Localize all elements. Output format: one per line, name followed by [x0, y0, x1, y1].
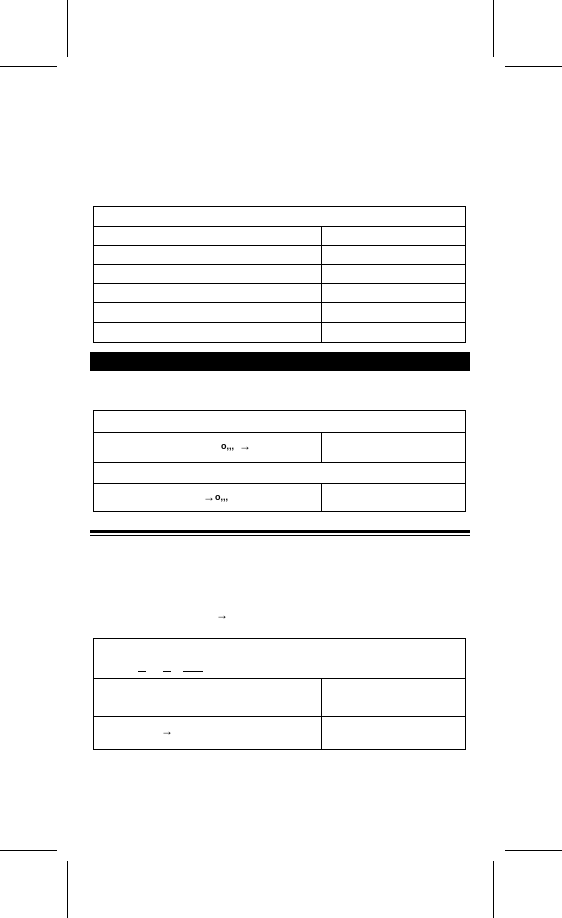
table-1-row: [94, 283, 465, 284]
fraction-bar: [183, 671, 203, 672]
table-3-row: [94, 716, 465, 717]
table-1-row: [94, 302, 465, 303]
crop-mark-bottom-left-vertical: [67, 861, 68, 918]
fraction-bar: [163, 671, 171, 672]
table-1-row: [94, 245, 465, 246]
crop-mark-top-right-horizontal: [505, 66, 562, 67]
section-header-bar: [90, 352, 470, 371]
arrow-icon: →: [239, 439, 251, 453]
crop-mark-top-left-horizontal: [0, 66, 57, 67]
table-1-row: [94, 226, 465, 227]
section-divider-thick: [90, 530, 470, 533]
table-2-row: [94, 483, 465, 484]
table-2-row: [94, 462, 465, 463]
table-2-row: [94, 432, 465, 433]
table-3-row: [94, 678, 465, 679]
crop-mark-bottom-right-horizontal: [505, 850, 562, 851]
arrow-icon: →: [161, 724, 173, 738]
table-3: [93, 638, 466, 750]
table-1: [93, 206, 466, 343]
section-divider-thin: [90, 535, 470, 536]
crop-mark-top-left-vertical: [67, 0, 68, 57]
table-2-column-divider: [321, 432, 322, 462]
crop-mark-top-right-vertical: [493, 0, 494, 57]
fraction-bar: [138, 671, 146, 672]
key-label-dms: o,,,: [221, 441, 234, 451]
table-3-column-divider: [321, 678, 322, 749]
arrow-icon: →: [216, 608, 228, 622]
table-1-row: [94, 322, 465, 323]
table-2-column-divider: [321, 483, 322, 511]
crop-mark-bottom-right-vertical: [493, 861, 494, 918]
table-1-column-divider: [321, 226, 322, 342]
arrow-icon: →: [203, 490, 215, 504]
crop-mark-bottom-left-horizontal: [0, 850, 57, 851]
table-1-row: [94, 264, 465, 265]
key-label-dms: o,,,: [215, 492, 228, 502]
table-2: [93, 410, 466, 512]
